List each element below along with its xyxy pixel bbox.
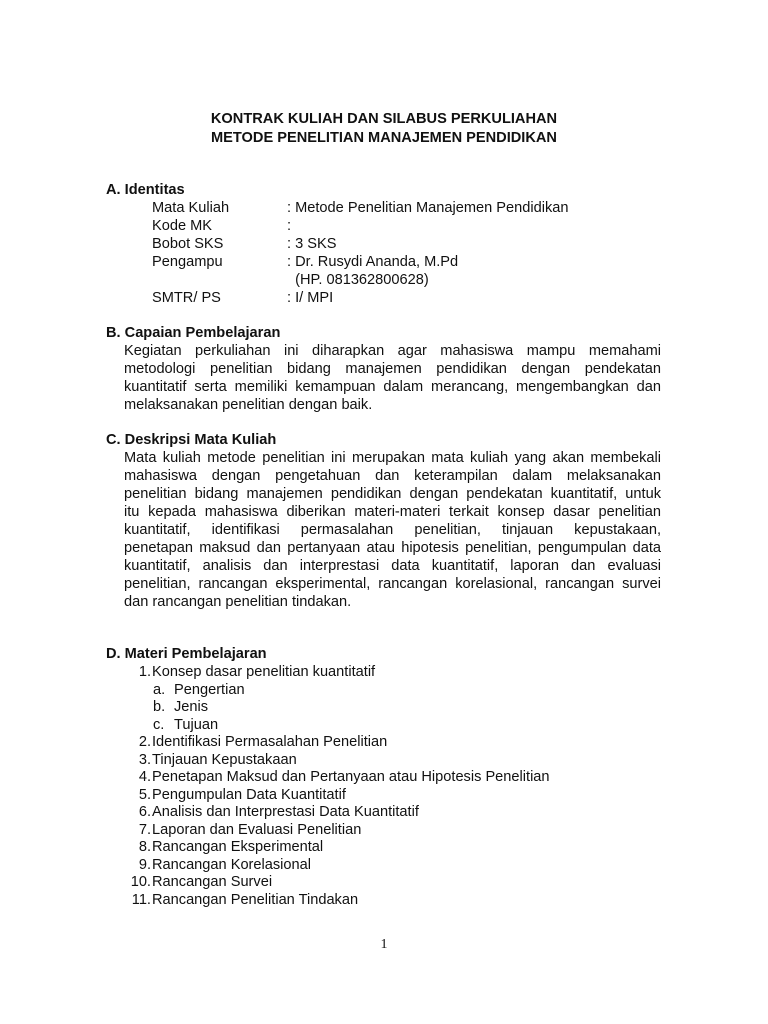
identity-value: :	[287, 218, 292, 234]
sub-list-item	[124, 698, 584, 716]
list-item	[124, 891, 584, 909]
paragraph-line: Kegiatan perkuliahan ini diharapkan agar mahasiswa mampu memahami	[124, 343, 661, 359]
paragraph-line: dan rancangan penelitian tindakan.	[124, 594, 352, 610]
list-number: 1.	[138, 664, 151, 680]
list-item	[124, 838, 584, 856]
list-number: 7.	[138, 821, 151, 838]
list-number: 6.	[138, 804, 151, 820]
identity-label: Mata Kuliah	[152, 200, 230, 216]
paragraph-line: kuantitatif, analisis dan interprestasi data kuantitatif, laporan dan evaluasi	[124, 558, 661, 574]
identity-label: Kode MK	[152, 218, 213, 234]
paragraph-line: itu kepada mahasiswa diberikan materi-materi terkait konsep dasar penelitian	[124, 504, 661, 520]
list-item	[124, 873, 584, 891]
identity-value: : I/ MPI	[287, 290, 334, 306]
list-item-text: Tinjauan Kepustakaan	[152, 751, 297, 768]
paragraph-line: metodologi penelitian bidang manajemen pendidikan dengan pendekatan	[124, 361, 661, 377]
list-number: 5.	[138, 786, 151, 803]
deskripsi-paragraph	[124, 449, 661, 611]
identity-value: : 3 SKS	[287, 236, 337, 252]
list-item	[124, 786, 584, 804]
sub-list-letter: c.	[153, 716, 165, 733]
section-heading-materi: D. Materi Pembelajaran	[106, 646, 267, 662]
list-number: 8.	[138, 839, 151, 855]
list-item	[124, 803, 584, 821]
list-item-text: Konsep dasar penelitian kuantitatif	[152, 664, 376, 680]
title-line-2: METODE PENELITIAN MANAJEMEN PENDIDIKAN	[211, 130, 557, 146]
section-heading-capaian: B. Capaian Pembelajaran	[106, 325, 281, 341]
sub-list-letter: a.	[153, 681, 166, 698]
sub-list-text: Tujuan	[174, 716, 219, 733]
identity-label: Pengampu	[152, 254, 223, 270]
paragraph-line: penelitian bidang manajemen pendidikan dengan pendekatan kuantitatif, untuk	[124, 486, 661, 502]
sub-list-item	[124, 681, 584, 699]
list-number: 3.	[138, 751, 151, 768]
capaian-paragraph	[124, 342, 661, 414]
list-number: 2.	[138, 734, 151, 750]
list-item	[124, 663, 584, 681]
paragraph-line: kuantitatif serta memiliki kemampuan dalam merancang, mengembangkan dan	[124, 379, 661, 395]
list-item	[124, 733, 584, 751]
sub-list-text: Jenis	[174, 699, 209, 715]
page-number: 1	[380, 937, 388, 952]
list-item-text: Rancangan Korelasional	[152, 856, 312, 873]
paragraph-line: mahasiswa dengan pengetahuan dan keterampilan dalam melaksanakan	[124, 468, 661, 484]
list-item-text: Penetapan Maksud dan Pertanyaan atau Hipotesis Penelitian	[152, 769, 550, 785]
list-item	[124, 821, 584, 839]
list-item-text: Laporan dan Evaluasi Penelitian	[152, 821, 362, 838]
sub-list-text: Pengertian	[174, 681, 245, 698]
list-item-text: Pengumpulan Data Kuantitatif	[152, 786, 346, 803]
sub-list-letter: b.	[153, 699, 166, 715]
document-title	[0, 110, 768, 148]
sub-list-item	[124, 716, 584, 734]
list-number: 9.	[138, 856, 151, 873]
list-number: 10.	[130, 874, 151, 890]
paragraph-line: penetapan maksud dan pertanyaan atau hipotesis penelitian, pengumpulan data	[124, 540, 661, 556]
identity-label: SMTR/ PS	[152, 290, 221, 306]
identity-value: : Dr. Rusydi Ananda, M.Pd	[287, 254, 459, 270]
section-heading-deskripsi: C. Deskripsi Mata Kuliah	[106, 432, 277, 448]
list-item	[124, 856, 584, 874]
materi-list	[124, 663, 584, 908]
list-item-text: Identifikasi Permasalahan Penelitian	[152, 734, 388, 750]
list-item	[124, 751, 584, 769]
list-item-text: Rancangan Penelitian Tindakan	[152, 891, 359, 908]
title-line-1: KONTRAK KULIAH DAN SILABUS PERKULIAHAN	[210, 111, 558, 127]
paragraph-line: penelitian, rancangan eksperimental, rancangan korelasional, rancangan survei	[124, 576, 661, 592]
list-item-text: Analisis dan Interprestasi Data Kuantitatif	[152, 804, 419, 820]
identity-value: (HP. 081362800628)	[287, 272, 429, 288]
section-heading-identitas: A. Identitas	[106, 182, 185, 198]
paragraph-line: kuantitatif, identifikasi permasalahan penelitian, tinjauan kepustakaan,	[124, 522, 661, 538]
paragraph-line: melaksanakan penelitian dengan baik.	[124, 397, 373, 413]
identity-value: : Metode Penelitian Manajemen Pendidikan	[287, 200, 569, 216]
identity-label: Bobot SKS	[152, 236, 224, 252]
list-number: 4.	[138, 769, 151, 785]
list-number: 11.	[131, 891, 151, 908]
list-item	[124, 768, 584, 786]
list-item-text: Rancangan Survei	[152, 874, 273, 890]
paragraph-line: Mata kuliah metode penelitian ini merupakan mata kuliah yang akan membekali	[124, 450, 661, 466]
list-item-text: Rancangan Eksperimental	[152, 839, 324, 855]
